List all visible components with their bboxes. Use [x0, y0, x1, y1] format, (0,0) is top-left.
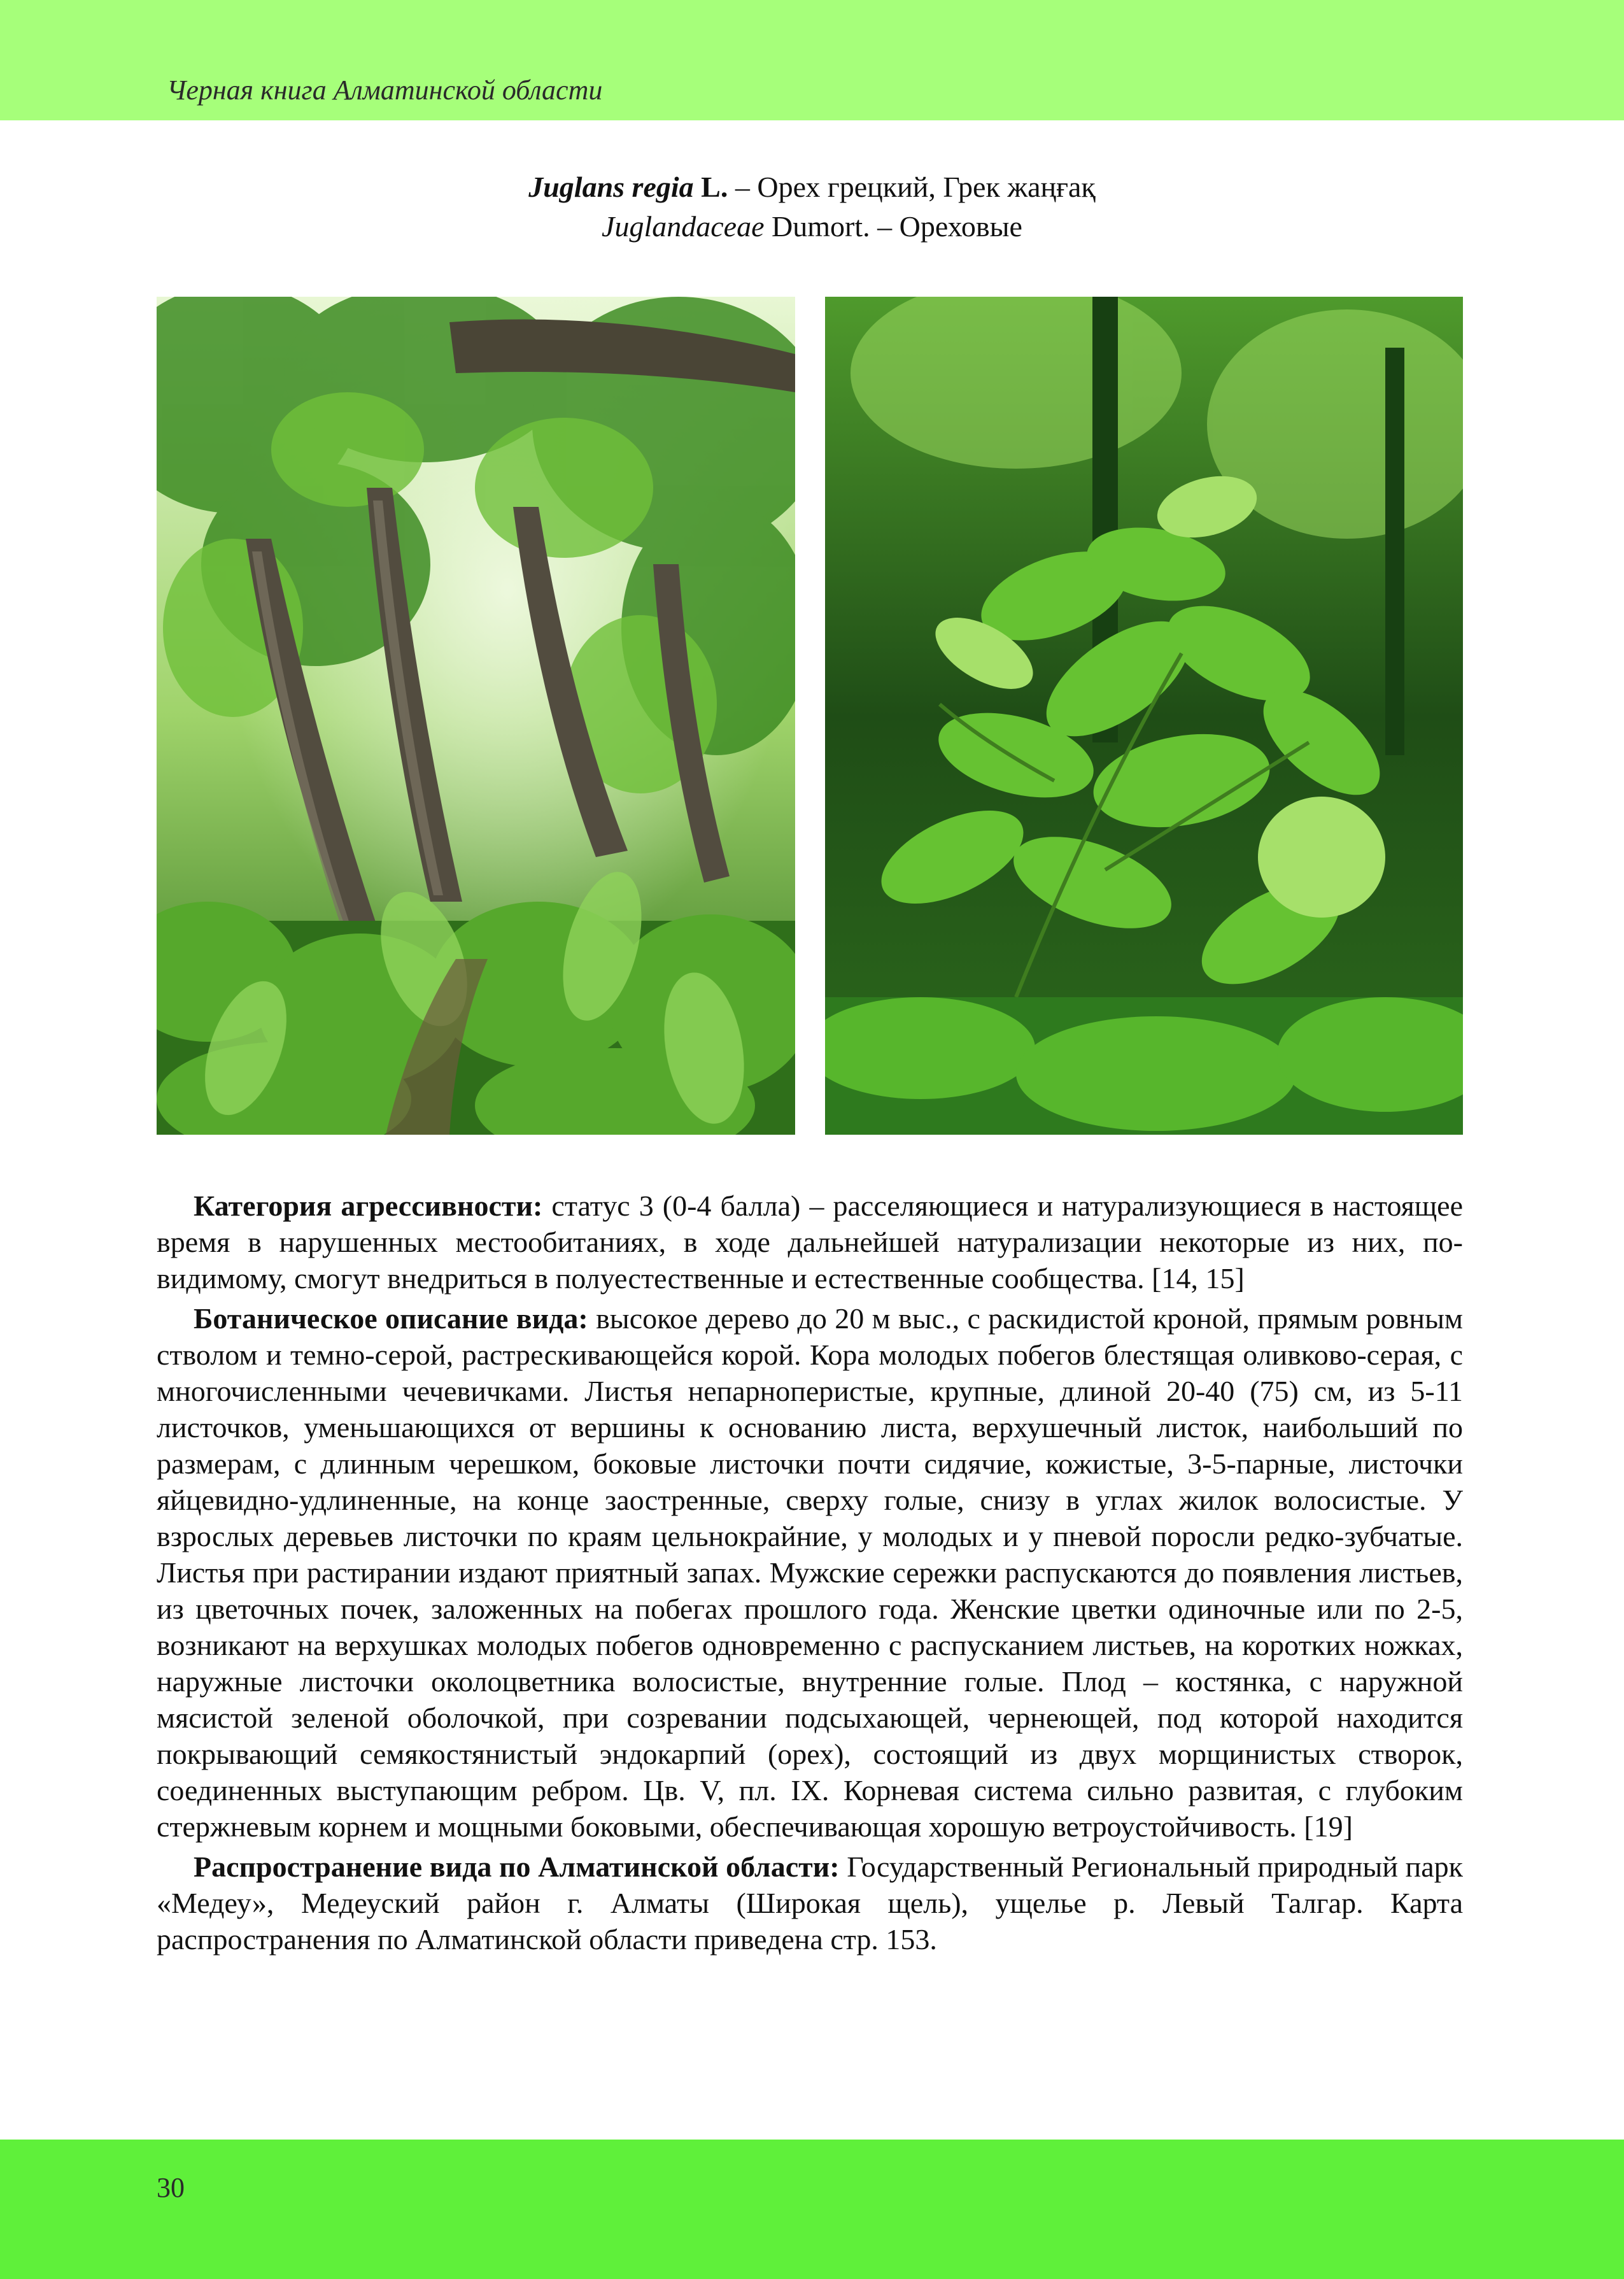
botanical-heading: Ботаническое описание вида: [194, 1302, 588, 1335]
page-number: 30 [157, 2172, 185, 2203]
aggressiveness-heading: Категория агрессивности: [194, 1189, 543, 1222]
species-common-names: – Орех грецкий, Грек жаңғақ [735, 171, 1096, 203]
footer-band [0, 2140, 1624, 2279]
species-latin-author: L. [701, 171, 728, 203]
botanical-text: высокое дерево до 20 м выс., с раскидистой кроной, прямым ровным стволом и темно-серой, растрескивающейся корой. Кора молодых побегов блестящая оливково-серая, с многочисленными чечевичками. Листья непарноперистые, крупные, длиной 20-40 (75) см, из 5-11 листочков, уменьшающихся от вершины к основанию листа, верхушечный листок, наибольший по размерам, с длинным черешком, боковые листочки почти сидячие, кожистые, 3-5-парные, листочки яйцевидно-удлиненные, на конце заостренные, сверху голые, снизу в углах жилок волосистые. У взрослых деревьев листочки по краям цельнокрайние, у молодых и у пневой поросли редко-зубчатые. Листья при растирании издают приятный запах. Мужские сережки распускаются до появления листьев, из цветочных почек, заложенных на побегах прошлого года. Женские цветки одиночные или по 2-5, возникают на верхушках молодых побегов одновременно с распусканием листьев, на коротких ножках, наружные листочки околоцветника волосистые, внутренние голые. Плод – костянка, с наружной мясистой зеленой оболочкой, при созревании подсыхающей, чернеющей, под которой находится покрывающий семякостянистый эндокарпий (орех), состоящий из двух морщинистых створок, соединенных выступающим ребром. Цв. V, пл. IX. Корневая система сильно развитая, с глубоким стержневым корнем и мощными боковыми, обеспечивающая хорошую ветроустойчивость. [19] [157, 1302, 1464, 1843]
species-latin-name: Juglans regia [528, 171, 694, 203]
distribution-heading: Распространение вида по Алматинской области: [194, 1850, 840, 1883]
species-name-line [0, 169, 1624, 204]
family-common-name: – Ореховые [877, 210, 1022, 243]
running-title: Черная книга Алматинской области [167, 75, 603, 106]
header-band [0, 0, 1624, 120]
distribution-text: Государственный Региональный природный парк «Медеу», Медеуский район г. Алматы (Широкая щель), ущелье р. Левый Талгар. Карта распространения по Алматинской области приведена стр. 153. [157, 1850, 1463, 1956]
botanical-paragraph [157, 1300, 1463, 1845]
distribution-paragraph [157, 1849, 1463, 1957]
walnut-shrub-photo [825, 297, 1463, 1135]
species-description [157, 1188, 1463, 1961]
family-name-line [0, 209, 1624, 244]
aggressiveness-paragraph [157, 1188, 1463, 1296]
walnut-grove-photo [157, 297, 795, 1135]
family-author: Dumort. [772, 210, 870, 243]
family-latin-name: Juglandaceae [602, 210, 765, 243]
aggressiveness-text: статус 3 (0-4 балла) – расселяющиеся и натурализующиеся в настоящее время в нарушенных местообитаниях, в ходе дальнейшей натурализации некоторые из них, по-видимому, смогут внедриться в полуестественные и естественные сообщества. [14, 15] [157, 1189, 1463, 1295]
